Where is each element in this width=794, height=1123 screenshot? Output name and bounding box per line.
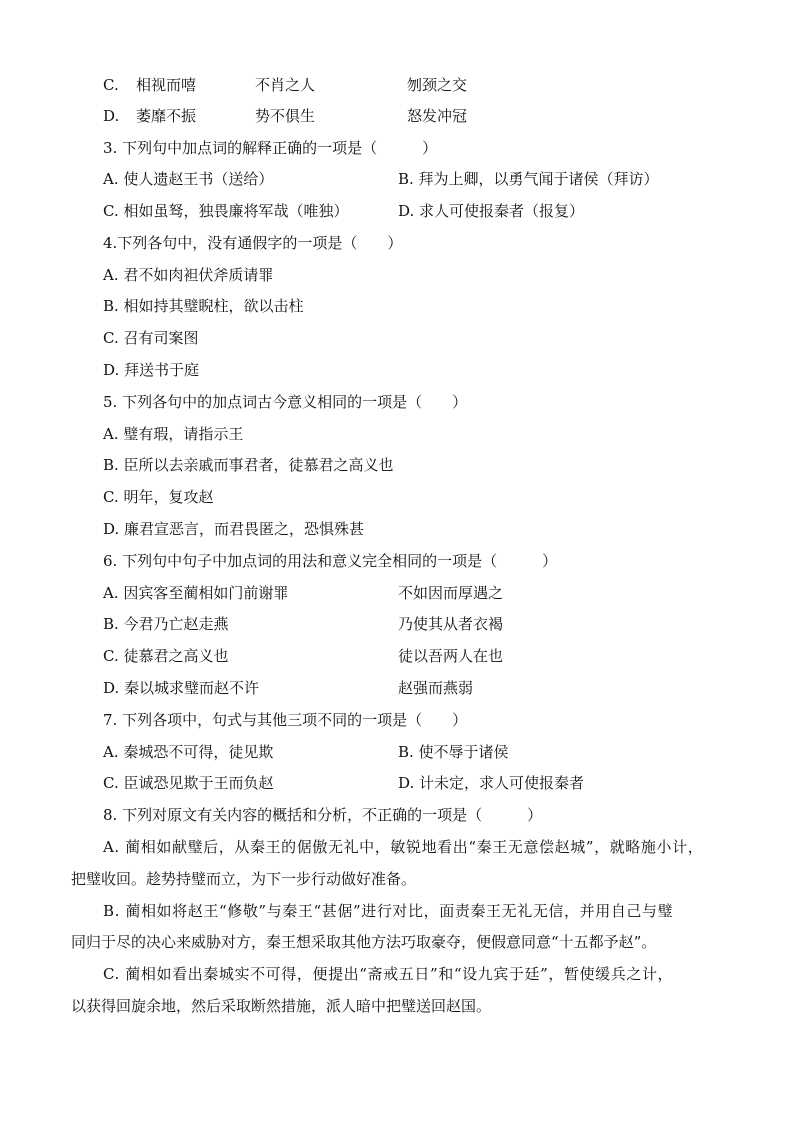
option-label: C. — [103, 76, 119, 94]
option-word-2: 势不俱生 — [255, 107, 316, 125]
q5-option-d: D. 廉君宣恶言，而君畏匿之，恐惧殊甚 — [103, 520, 365, 538]
option-label: D. — [103, 107, 120, 125]
q6-option-d-left: D. 秦以城求璧而赵不许 — [103, 679, 260, 697]
q5-option-a: A. 璧有瑕，请指示王 — [103, 425, 244, 443]
q8-option-b-line-1: B. 蔺相如将赵王“修敬”与秦王“甚倨”进行对比，面责秦王无礼无信，并用自己与璧 — [103, 902, 674, 920]
q6-option-c-left: C. 徒慕君之高义也 — [103, 647, 229, 665]
q3-stem: 3. 下列句中加点词的解释正确的一项是（ ） — [103, 139, 438, 157]
q8-option-c-line-1: C. 蔺相如看出秦城实不可得，便提出“斋戒五日”和“设九宾于廷”，暂使缓兵之计， — [103, 965, 674, 983]
q3-option-b: B. 拜为上卿，以勇气闻于诸侯（拜访） — [398, 170, 659, 188]
prev-option-c — [103, 75, 703, 95]
option-word-1: 相视而嘻 — [136, 76, 197, 94]
q6-stem: 6. 下列句中句子中加点词的用法和意义完全相同的一项是（ ） — [103, 552, 558, 570]
q7-option-d: D. 计未定，求人可使报秦者 — [398, 774, 585, 792]
q3-option-a: A. 使人遗赵王书（送给） — [103, 170, 274, 188]
q6-option-d-right: 赵强而燕弱 — [398, 679, 474, 697]
q7-option-b: B. 使不辱于诸侯 — [398, 743, 509, 761]
q4-option-d: D. 拜送书于庭 — [103, 361, 200, 379]
q4-option-b: B. 相如持其璧睨柱，欲以击柱 — [103, 297, 304, 315]
q6-option-a-right: 不如因而厚遇之 — [398, 584, 504, 602]
q5-option-b: B. 臣所以去亲戚而事君者，徒慕君之高义也 — [103, 456, 394, 474]
q7-option-c: C. 臣诚恐见欺于王而负赵 — [103, 774, 274, 792]
q4-stem: 4.下列各句中，没有通假字的一项是（ ） — [103, 234, 403, 252]
option-word-3: 刎颈之交 — [407, 76, 468, 94]
q6-option-b-left: B. 今君乃亡赵走燕 — [103, 615, 229, 633]
q8-option-b-line-2: 同归于尽的决心来威胁对方，秦王想采取其他方法巧取豪夺，便假意同意“十五都予赵”。 — [71, 933, 657, 951]
q8-stem: 8. 下列对原文有关内容的概括和分析，不正确的一项是（ ） — [103, 806, 543, 824]
q3-option-c: C. 相如虽驽，独畏廉将军哉（唯独） — [103, 202, 349, 220]
option-word-2: 不肖之人 — [255, 76, 316, 94]
q5-option-c: C. 明年，复攻赵 — [103, 488, 214, 506]
q8-option-a-line-1: A. 蔺相如献璧后，从秦王的倨傲无礼中，敏锐地看出“秦王无意偿赵城”，就略施小计， — [103, 838, 704, 856]
q8-option-c-line-2: 以获得回旋余地，然后采取断然措施，派人暗中把璧送回赵国。 — [71, 997, 492, 1015]
q6-option-a-left: A. 因宾客至蔺相如门前谢罪 — [103, 584, 289, 602]
prev-option-d — [103, 106, 703, 126]
q7-stem: 7. 下列各项中，句式与其他三项不同的一项是（ ） — [103, 711, 468, 729]
q4-option-c: C. 召有司案图 — [103, 329, 199, 347]
q6-option-b-right: 乃使其从者衣褐 — [398, 615, 504, 633]
q4-option-a: A. 君不如肉袒伏斧质请罪 — [103, 266, 274, 284]
q6-option-c-right: 徒以吾两人在也 — [398, 647, 504, 665]
q7-option-a: A. 秦城恐不可得，徒见欺 — [103, 743, 274, 761]
option-word-1: 萎靡不振 — [136, 107, 197, 125]
q8-option-a-line-2: 把璧收回。趁势持璧而立，为下一步行动做好准备。 — [71, 870, 417, 888]
q3-option-d: D. 求人可使报秦者（报复） — [398, 202, 585, 220]
option-word-3: 怒发冲冠 — [407, 107, 468, 125]
q5-stem: 5. 下列各句中的加点词古今意义相同的一项是（ ） — [103, 393, 468, 411]
